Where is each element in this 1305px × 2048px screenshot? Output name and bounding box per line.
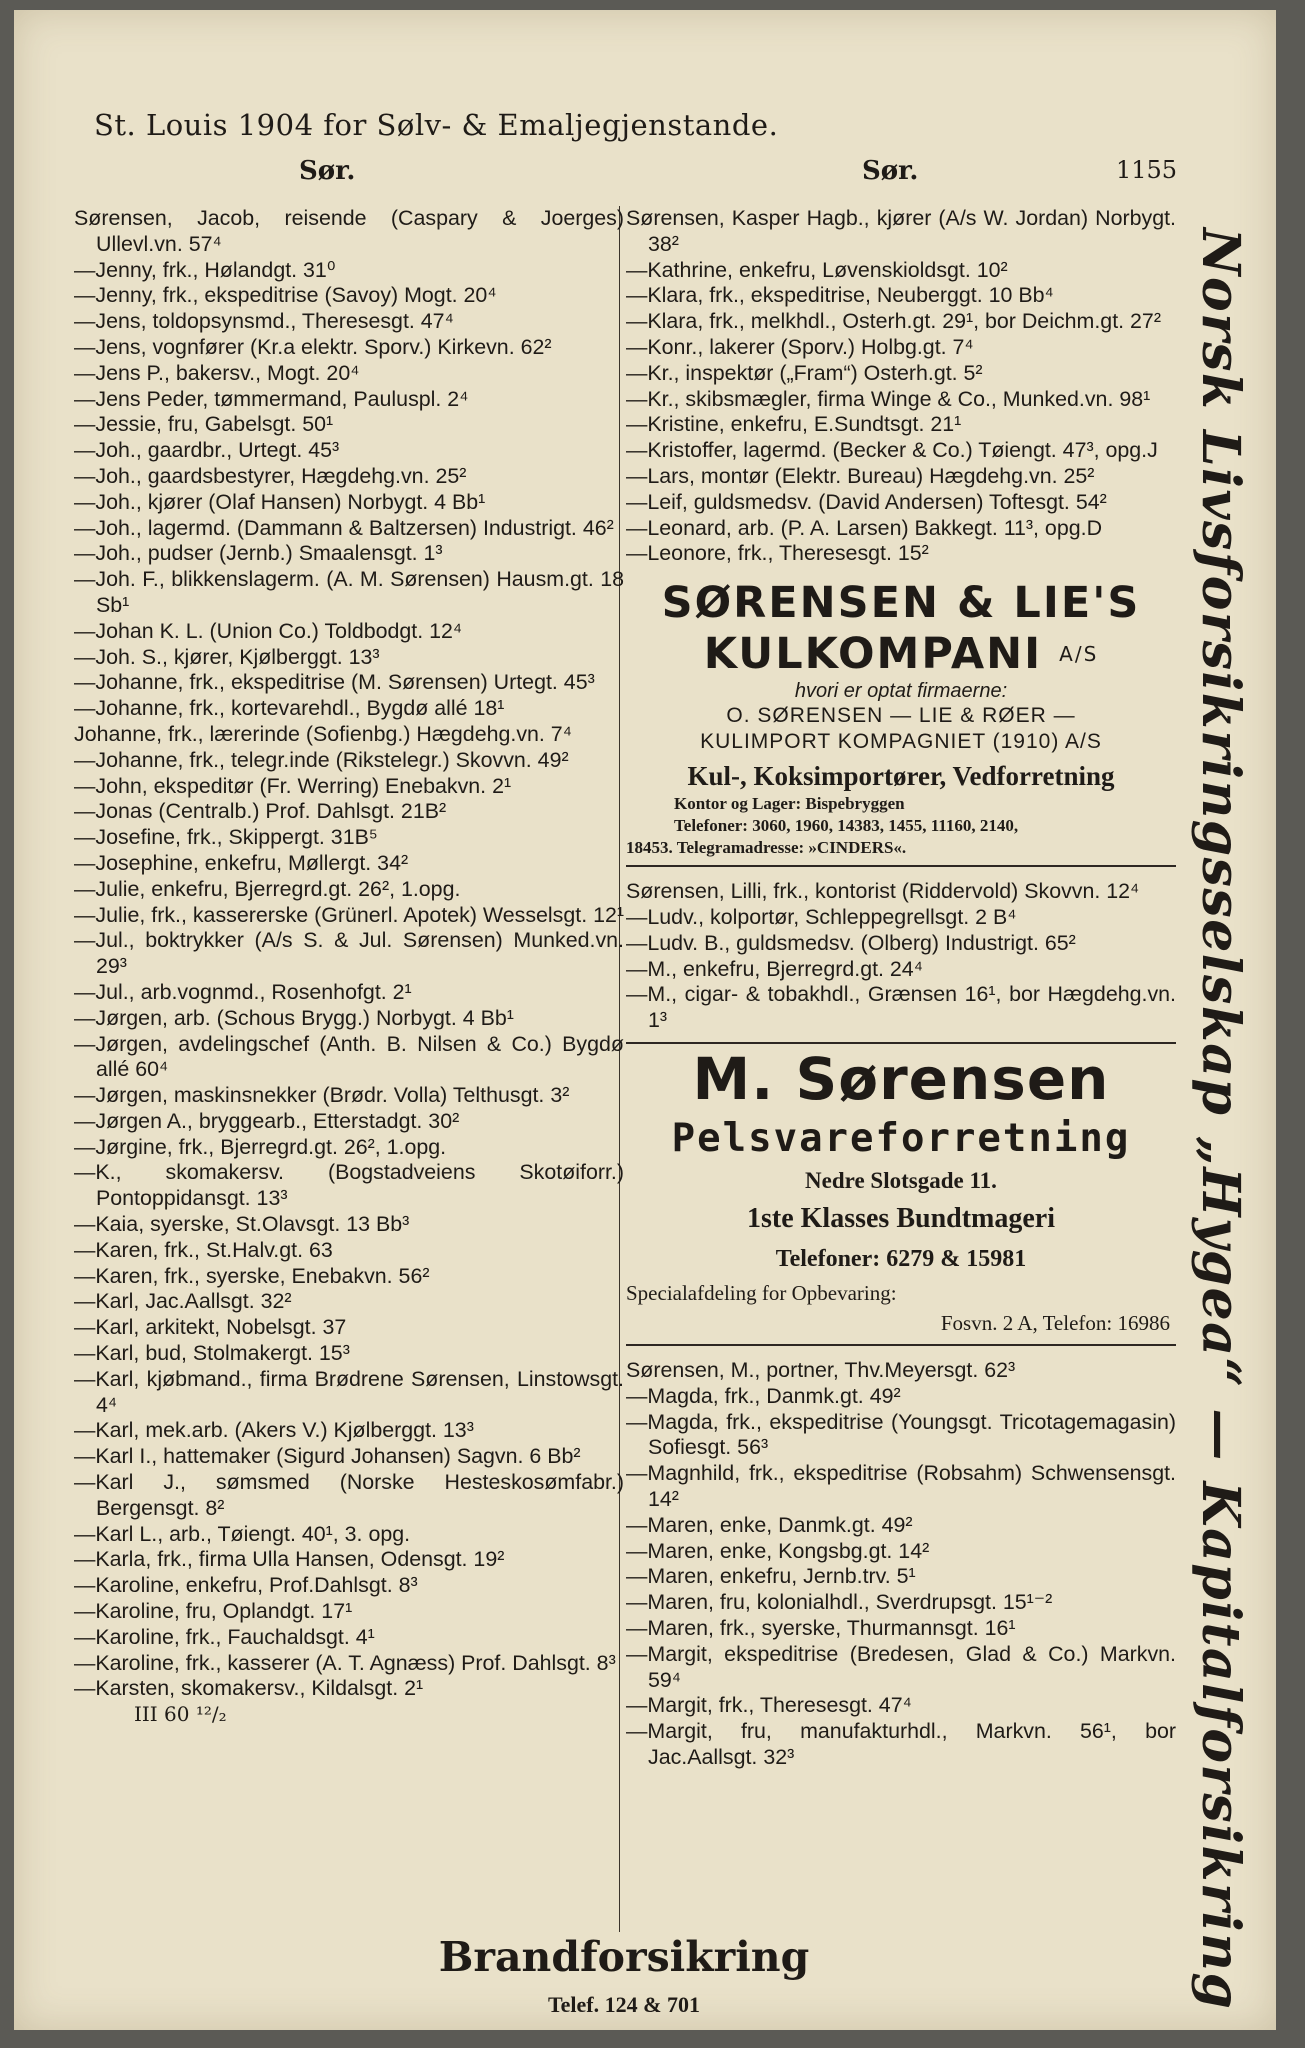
directory-entry: —Jens P., bakersv., Mogt. 20⁴ <box>74 360 360 385</box>
directory-entry: —Joh., kjører (Olaf Hansen) Norbygt. 4 Bb¹ <box>74 489 486 514</box>
left-footer: III 60 ¹²/₂ <box>134 1702 227 1727</box>
directory-entry: —Jens, toldopsynsmd., Theresesgt. 47⁴ <box>74 309 454 334</box>
directory-entry: —Magda, frk., ekspeditrise (Youngsgt. Tricotagemagasin) Sofiesgt. 56³ <box>626 1409 1176 1460</box>
directory-entry: —Karl, Jac.Aallsgt. 32² <box>74 1289 292 1314</box>
ad-pels-phones: Telefoner: 6279 & 15981 <box>775 1245 1027 1272</box>
directory-entry: —Johan K. L. (Union Co.) Toldbodgt. 12⁴ <box>74 618 463 643</box>
directory-entry: —Kr., inspektør („Fram“) Osterh.gt. 5² <box>626 360 983 385</box>
directory-entry: —Leif, guldsmedsv. (David Andersen) Toftesgt. 54² <box>626 489 1107 514</box>
directory-entry: —Kathrine, enkefru, Løvenskioldsgt. 10² <box>626 257 1008 282</box>
ad-pels-title: Pelsvareforretning <box>671 1115 1131 1161</box>
bottom-ad-phone: Telef. 124 & 701 <box>548 1992 700 2017</box>
ad-kulkompani-name: KULKOMPANI <box>703 629 1043 680</box>
left-column <box>74 206 624 1728</box>
ad-kulkompani-info <box>626 793 1176 859</box>
page-number: 1155 <box>1116 156 1178 184</box>
directory-entry: —Maren, enke, Danmk.gt. 49² <box>626 1512 913 1537</box>
directory-entry: —Jessie, fru, Gabelsgt. 50¹ <box>74 412 334 437</box>
side-advertisement <box>1189 228 1269 2011</box>
ad-pels-class: 1ste Klasses Bundtmageri <box>747 1202 1055 1234</box>
directory-entry: —Klara, frk., melkhdl., Osterh.gt. 29¹, bor Deichm.gt. 27² <box>626 309 1161 334</box>
directory-entry: —Joh. S., kjører, Kjølberggt. 13³ <box>74 644 380 669</box>
right-entry-list-bottom <box>626 1358 1176 1771</box>
directory-entry: —Jens Peder, tømmermand, Pauluspl. 2⁴ <box>74 386 469 411</box>
directory-entry: —Karl L., arb., Tøiengt. 40¹, 3. opg. <box>74 1521 411 1546</box>
ad-pels-storage: Fosvn. 2 A, Telefon: 16986 <box>940 1310 1170 1335</box>
directory-entry: —Julie, frk., kassererske (Grünerl. Apotek) Wesselsgt. 12¹ <box>74 902 625 927</box>
right-entry-list-mid <box>626 879 1176 1034</box>
directory-entry: —Joh., pudser (Jernb.) Smaalensgt. 1³ <box>74 541 443 566</box>
directory-entry: —Maren, enkefru, Jernb.trv. 5¹ <box>626 1564 916 1589</box>
directory-entry: —Josephine, enkefru, Møllergt. 34² <box>74 850 409 875</box>
ad-pels-name: M. Sørensen <box>692 1044 1110 1113</box>
ad-kulkompani-phones: Telefoner: 3060, 1960, 14383, 1455, 11160, 2140, <box>674 816 1019 836</box>
directory-entry: Sørensen, Jacob, reisende (Caspary & Joerges) Ullevl.vn. 57⁴ <box>74 206 624 256</box>
directory-entry: Sørensen, M., portner, Thv.Meyersgt. 62³ <box>626 1357 1016 1382</box>
directory-entry: —Jørgen, arb. (Schous Brygg.) Norbygt. 4 Bb¹ <box>74 1005 514 1030</box>
directory-entry: —Karl I., hattemaker (Sigurd Johansen) Sagvn. 6 Bb² <box>74 1444 581 1469</box>
directory-entry: —Karen, frk., syerske, Enebakvn. 56² <box>74 1263 430 1288</box>
directory-entry: —Kristoffer, lagermd. (Becker & Co.) Tøiengt. 47³, opg.J <box>626 438 1158 463</box>
directory-entry: —Karoline, frk., Fauchaldsgt. 4¹ <box>74 1624 375 1649</box>
directory-entry: —Jul., boktrykker (A/s S. & Jul. Sørensen) Munked.vn. 29³ <box>74 928 624 979</box>
directory-entry: —Margit, ekspeditrise (Bredesen, Glad & Co.) Markvn. 59⁴ <box>626 1641 1176 1692</box>
directory-entry: —K., skomakersv. (Bogstadveiens Skotøiforr.) Pontoppidansgt. 13³ <box>74 1160 624 1211</box>
bottom-ad-title: Brandforsikring <box>438 1933 810 1981</box>
ad-kulkompani-suffix: A/S <box>1059 642 1099 667</box>
directory-entry: —Karl, bud, Stolmakergt. 15³ <box>74 1341 350 1366</box>
directory-entry: —Karl, mek.arb. (Akers V.) Kjølberggt. 13³ <box>74 1418 474 1443</box>
directory-entry: —Kristine, enkefru, E.Sundtsgt. 21¹ <box>626 412 962 437</box>
directory-entry: —Karoline, enkefru, Prof.Dahlsgt. 8³ <box>74 1573 418 1598</box>
ad-kulkompani-line1: SØRENSEN & LIE'S <box>661 578 1141 629</box>
directory-entry: —Joh., gaardbr., Urtegt. 45³ <box>74 438 340 463</box>
directory-entry: Sørensen, Lilli, frk., kontorist (Riddervold) Skovvn. 12⁴ <box>626 879 1140 904</box>
directory-entry: —Karl, kjøbmand., firma Brødrene Sørensen, Linstowsgt. 4⁴ <box>74 1366 624 1417</box>
pels-advertisement <box>626 1042 1176 1346</box>
directory-entry: —Joh. F., blikkenslagerm. (A. M. Sørensen) Hausm.gt. 18 Sb¹ <box>74 567 624 617</box>
left-entry-list <box>74 206 624 1702</box>
ad-kulkompani-office: Kontor og Lager: Bispebryggen <box>674 794 905 814</box>
right-column <box>626 206 1176 1771</box>
directory-entry: —M., enkefru, Bjerregrd.gt. 24⁴ <box>626 956 923 981</box>
directory-entry: —Jørgine, frk., Bjerregrd.gt. 26², 1.opg. <box>74 1134 447 1159</box>
directory-entry: —Magnhild, frk., ekspeditrise (Robsahm) Schwensensgt. 14² <box>626 1461 1176 1511</box>
directory-entry: —Konr., lakerer (Sporv.) Holbg.gt. 7⁴ <box>626 334 974 359</box>
ad-kulkompani-line2 <box>626 629 1176 679</box>
directory-entry: —Karl, arkitekt, Nobelsgt. 37 <box>74 1315 347 1340</box>
directory-entry: —Joh., lagermd. (Dammann & Baltzersen) Industrigt. 46² <box>74 515 614 540</box>
directory-entry: —Johanne, frk., kortevarehdl., Bygdø allé 18¹ <box>74 696 505 721</box>
directory-entry: Sørensen, Kasper Hagb., kjører (A/s W. Jordan) Norbygt. 38² <box>626 206 1176 256</box>
directory-entry: —Jenny, frk., Hølandgt. 31⁰ <box>74 257 336 282</box>
directory-entry: —Jørgen A., bryggearb., Etterstadgt. 30² <box>74 1108 460 1133</box>
ad-pels-special: Specialafdeling for Opbevaring: <box>626 1280 897 1305</box>
directory-entry: —Julie, enkefru, Bjerregrd.gt. 26², 1.opg. <box>74 876 461 901</box>
side-ad-text: Norsk Livsforsikringsselskap „Hygea“ — Kapitalforsikring <box>1190 228 1251 2011</box>
directory-entry: —Margit, frk., Theresesgt. 47⁴ <box>626 1693 912 1718</box>
column-header-right: Sør. <box>862 156 919 186</box>
directory-entry: Johanne, frk., lærerinde (Sofienbg.) Hægdehg.vn. 7⁴ <box>74 721 572 746</box>
directory-entry: —Karoline, frk., kasserer (A. T. Agnæss) Prof. Dahlsgt. 8³ <box>74 1650 616 1675</box>
ad-kulkompani-business: Kul-, Koksimportører, Vedforretning <box>687 761 1115 792</box>
directory-entry: —M., cigar- & tobakhdl., Grænsen 16¹, bor Hægdehg.vn. 1³ <box>626 982 1176 1033</box>
ad-pels-address: Nedre Slotsgade 11. <box>805 1167 997 1193</box>
top-advertisement: St. Louis 1904 for Sølv- & Emaljegjenstande. <box>94 108 779 142</box>
ad-kulkompani-sub: hvori er optat firmaerne: <box>794 680 1008 703</box>
directory-entry: —Jens, vognfører (Kr.a elektr. Sporv.) Kirkevn. 62² <box>74 334 552 359</box>
ad-kulkompani-firm1: O. SØRENSEN — LIE & RØER — <box>726 704 1076 728</box>
kulkompani-advertisement <box>626 577 1176 867</box>
column-header-left: Sør. <box>299 156 356 186</box>
directory-entry: —Maren, enke, Kongsbg.gt. 14² <box>626 1538 930 1563</box>
directory-entry: —Margit, fru, manufakturhdl., Markvn. 56¹, bor Jac.Aallsgt. 32³ <box>626 1719 1176 1769</box>
directory-entry: —Ludv. B., guldsmedsv. (Olberg) Industrigt. 65² <box>626 930 1076 955</box>
directory-entry: —Leonore, frk., Theresesgt. 15² <box>626 541 929 566</box>
directory-entry: —Kr., skibsmægler, firma Winge & Co., Munked.vn. 98¹ <box>626 386 1151 411</box>
ad-kulkompani-telegram: 18453. Telegramadresse: »CINDERS«. <box>626 838 907 858</box>
directory-entry: —Josefine, frk., Skippergt. 31B⁵ <box>74 825 378 850</box>
directory-entry: —John, ekspeditør (Fr. Werring) Enebakvn. 2¹ <box>74 773 512 798</box>
right-entry-list-top <box>626 206 1176 567</box>
directory-entry: —Jenny, frk., ekspeditrise (Savoy) Mogt. 20⁴ <box>74 283 497 308</box>
directory-entry: —Joh., gaardsbestyrer, Hægdehg.vn. 25² <box>74 463 467 488</box>
bottom-advertisement <box>314 1930 934 2020</box>
directory-entry: —Jørgen, avdelingschef (Anth. B. Nilsen & Co.) Bygdø allé 60⁴ <box>74 1031 624 1082</box>
directory-entry: —Johanne, frk., telegr.inde (Rikstelegr.) Skovvn. 49² <box>74 747 569 772</box>
directory-entry: —Jonas (Centralb.) Prof. Dahlsgt. 21B² <box>74 799 447 824</box>
directory-entry: —Klara, frk., ekspeditrise, Neuberggt. 10 Bb⁴ <box>626 283 1054 308</box>
directory-entry: —Jul., arb.vognmd., Rosenhofgt. 2¹ <box>74 979 412 1004</box>
directory-page <box>14 10 1276 2030</box>
directory-entry: —Johanne, frk., ekspeditrise (M. Sørensen) Urtegt. 45³ <box>74 670 595 695</box>
directory-entry: —Jørgen, maskinsnekker (Brødr. Volla) Telthusgt. 3² <box>74 1083 570 1108</box>
directory-entry: —Karla, frk., firma Ulla Hansen, Odensgt. 19² <box>74 1547 505 1572</box>
directory-entry: —Karoline, fru, Oplandgt. 17¹ <box>74 1599 353 1624</box>
directory-entry: —Maren, fru, kolonialhdl., Sverdrupsgt. 15¹⁻² <box>626 1590 1053 1615</box>
ad-kulkompani-firm2: KULIMPORT KOMPAGNIET (1910) A/S <box>700 730 1102 754</box>
directory-entry: —Maren, frk., syerske, Thurmannsgt. 16¹ <box>626 1615 1016 1640</box>
directory-entry: —Kaia, syerske, St.Olavsgt. 13 Bb³ <box>74 1212 410 1237</box>
directory-entry: —Karsten, skomakersv., Kildalsgt. 2¹ <box>74 1676 424 1701</box>
directory-entry: —Karen, frk., St.Halv.gt. 63 <box>74 1237 333 1262</box>
directory-entry: —Ludv., kolportør, Schleppegrellsgt. 2 B⁴ <box>626 904 1017 929</box>
directory-entry: —Magda, frk., Danmk.gt. 49² <box>626 1383 901 1408</box>
directory-entry: —Lars, montør (Elektr. Bureau) Hægdehg.vn. 25² <box>626 463 1095 488</box>
directory-entry: —Karl J., sømsmed (Norske Hesteskosømfabr.) Bergensgt. 8² <box>74 1470 624 1520</box>
directory-entry: —Leonard, arb. (P. A. Larsen) Bakkegt. 11³, opg.D <box>626 515 1103 540</box>
